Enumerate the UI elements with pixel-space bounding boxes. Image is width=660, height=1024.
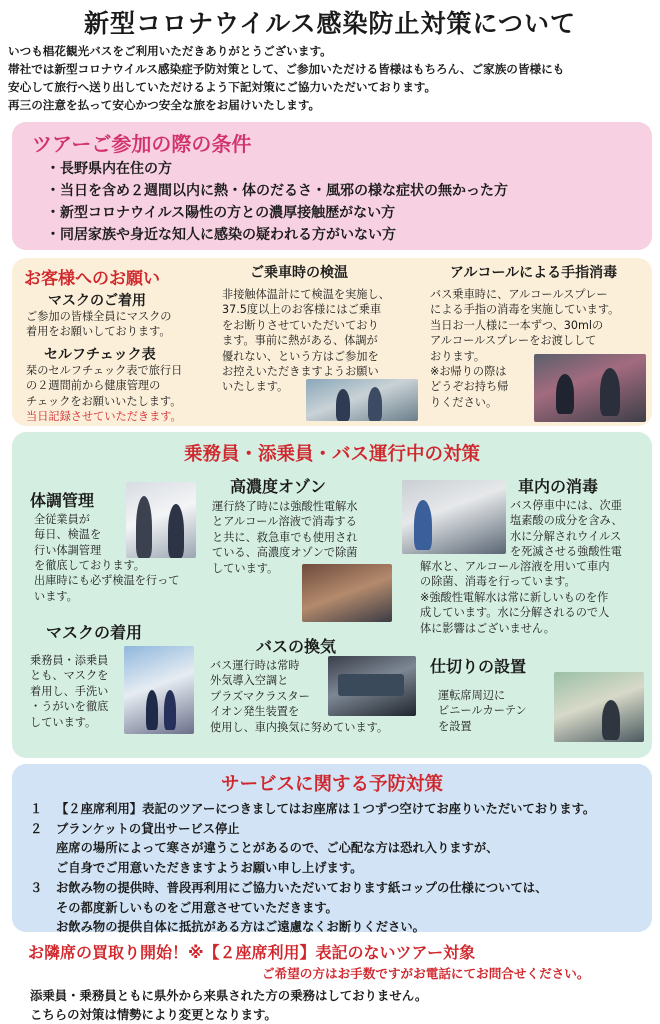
service-row-number: ２ (30, 821, 43, 836)
selfcheck-note: 当日記録させていただきます。 (26, 410, 182, 423)
service-row-text: その都度新しいものをご用意させていただきます。 (56, 900, 338, 915)
crew-mask-photo (124, 646, 194, 734)
service-row-text: お飲み物の提供時、普段再利用にご協力いただいております紙コップの仕様については、 (56, 880, 548, 895)
requests-heading: お客様へのお願い (24, 269, 160, 289)
condition-item: ・新型コロナウイルス陽性の方との濃厚接触歴がない方 (46, 205, 396, 221)
requests-panel (12, 258, 652, 426)
condition-item: ・同居家族や身近な知人に感染の疑われる方がいない方 (46, 227, 396, 243)
ventilation-photo (328, 656, 416, 716)
disinfect-photo (402, 480, 506, 554)
condition-item: ・当日を含め２週間以内に熱・体のだるさ・風邪の様な症状の無かった方 (46, 183, 508, 199)
conditions-list (46, 158, 508, 246)
service-heading: サービスに関する予防対策 (220, 774, 443, 795)
service-row-text: お飲み物の提供自体に抵抗がある方はご遠慮なくお断りください。 (56, 920, 425, 935)
service-row-text: 座席の場所によって寒さが違うことがあるので、ご心配な方は恐れ入りますが、 (56, 841, 499, 856)
service-row-text: ブランケットの貸出サービス停止 (56, 821, 240, 836)
footer-line: こちらの対策は情勢により変更となります。 (30, 1007, 277, 1022)
ozone-text: 運行終了時には強酸性電解水 とアルコール溶液で消毒する と共に、救急車でも使用され ている、高濃度オゾンで除菌 しています。 (212, 500, 358, 575)
intro-text (8, 42, 656, 114)
partition-photo (554, 672, 644, 742)
alcohol-text: バス乗車時に、アルコールスプレー による手指の消毒を実施しています。 当日お一人様に一本ずつ、30mlの アルコールスプレーをお渡しして おります。 ※お帰りの際は どうぞお持ち帰 りください。 (430, 288, 620, 409)
crew-mask-title: マスクの着用 (46, 623, 143, 642)
service-row (26, 839, 595, 859)
service-row-number: １ (30, 802, 43, 816)
ventilation-text-bottom: 使用し、車内換気に努めています。 (210, 721, 389, 734)
ozone-photo (302, 564, 392, 622)
intro-line: 帯社では新型コロナウイルス感染症予防対策として、ご参加いただける皆様はもちろん、ご家族の皆様にも (8, 62, 565, 76)
service-list (26, 800, 595, 938)
intro-line: いつも椙花観光バスをご利用いただきありがとうございます。 (8, 44, 332, 58)
condition-item: ・長野県内在住の方 (46, 161, 172, 177)
mask-request-text: ご参加の皆様全員にマスクの 着用をお願いしております。 (26, 310, 172, 339)
service-row (26, 918, 595, 938)
partition-title: 仕切りの設置 (430, 657, 527, 676)
service-row (26, 820, 595, 840)
health-text-top: 全従業員が 毎日、検温を 行い体調管理 (34, 513, 102, 557)
footer-line: 添乗員・乗務員ともに県外から来県された方の乗務はしておりません。 (30, 988, 428, 1003)
service-row (26, 899, 595, 919)
temperature-check-photo (306, 379, 418, 421)
conditions-panel (12, 122, 652, 250)
health-photo (126, 482, 196, 558)
selfcheck-text: 栞のセルフチェック表で旅行日 の２週間前から健康管理の チェックをお願いいたします。 (26, 364, 183, 408)
ventilation-text-top: バス運行時は常時 外気導入空調と プラズマクラスター イオン発生装置を (210, 659, 310, 719)
service-row (26, 879, 595, 899)
conditions-heading: ツアーご参加の際の条件 (32, 132, 252, 156)
service-row-text: 【２座席利用】表記のツアーにつきましてはお座席は１つずつ空けてお座りいただいております。 (56, 802, 596, 816)
alcohol-photo (534, 354, 646, 422)
crew-panel (12, 432, 652, 758)
service-row (26, 859, 595, 879)
disinfect-text-top: バス停車中には、次亜 塩素酸の成分を含み、 水に分解されウイルス を死滅させる強酸性電 (510, 499, 623, 559)
crew-heading: 乗務員・添乗員・バス運行中の対策 (183, 444, 480, 465)
alcohol-title: アルコールによる手指消毒 (450, 265, 618, 281)
service-panel (12, 764, 652, 935)
neighbor-seat-notice: お隣席の買取り開始！※【２座席利用】表記のないツアー対象 (28, 943, 476, 962)
ozone-title: 高濃度オゾン (230, 477, 327, 496)
partition-text: 運転席周辺に ビニールカーテン を設置 (438, 689, 527, 733)
intro-line: 安心して旅行へ送り出していただけるよう下記対策にご協力いただいております。 (8, 80, 437, 94)
disinfect-text-bottom: 解水と、アルコール溶液を用いて車内 の除菌、消毒を行っています。 ※強酸性電解水は常に新しいものを作 成しています。水に分解されるので人 体に影響はございません。 (420, 560, 610, 635)
ventilation-title: バスの換気 (256, 637, 337, 656)
health-text-bottom: を徹底しております。 出庫時にも必ず検温を行って います。 (34, 559, 180, 603)
disinfect-title: 車内の消毒 (518, 477, 599, 496)
selfcheck-title: セルフチェック表 (44, 347, 156, 363)
temperature-check-title: ご乗車時の検温 (250, 265, 348, 281)
mask-request-title: マスクのご着用 (48, 293, 146, 309)
page-title: 新型コロナウイルス感染防止対策について (83, 9, 576, 38)
contact-notice: ご希望の方はお手数ですがお電話にてお問合せください。 (262, 966, 590, 981)
service-row (26, 800, 595, 820)
intro-line: 再三の注意を払って安心かつ安全な旅をお届けいたします。 (8, 98, 321, 112)
crew-mask-text: 乗務員・添乗員 とも、マスクを 着用し、手洗い ・うがいを徹底 しています。 (30, 654, 109, 729)
health-title: 体調管理 (30, 491, 95, 510)
temperature-check-text: 非接触体温計にて検温を実施し、 37.5度以上のお客様にはご乗車 をお断りさせていただいており ます。事前に熱がある、体調が 優れない、という方はご参加を お控えいただきますようお願い いたします。 (222, 288, 390, 394)
service-row-number: ３ (30, 880, 43, 895)
service-row-text: ご自身でご用意いただきますようお願い申し上げます。 (56, 861, 363, 876)
